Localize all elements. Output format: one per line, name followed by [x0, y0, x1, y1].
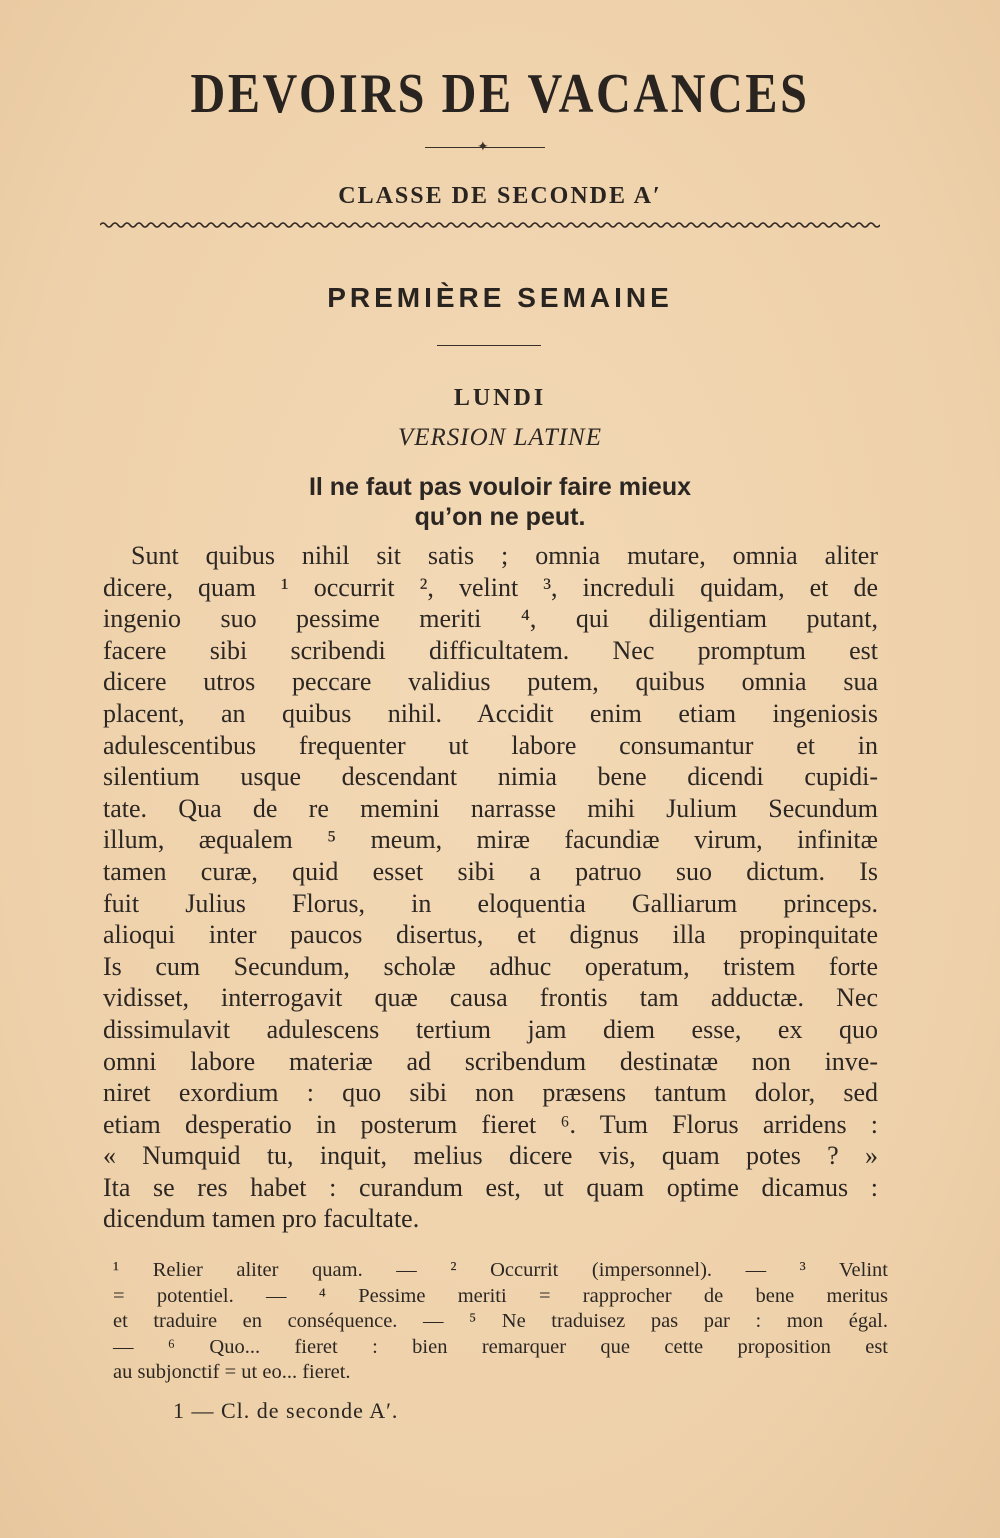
exercise-heading: VERSION LATINE: [397, 424, 603, 451]
footnote-line: et traduire en conséquence. — ⁵ Ne traduisez pas par : mon égal.: [113, 1310, 888, 1332]
passage-line: adulescentibus frequenter ut labore consumantur et in: [103, 730, 878, 760]
wavy-divider: [100, 220, 880, 230]
passage-line: « Numquid tu, inquit, melius dicere vis, quam potes ? »: [103, 1141, 878, 1171]
passage-line: Sunt quibus nihil sit satis ; omnia mutare, omnia aliter: [131, 541, 878, 570]
passage-line: dicendum tamen pro facultate.: [103, 1204, 420, 1234]
passage-line: Ita se res habet : curandum est, ut quam optime dicamus :: [103, 1172, 878, 1202]
passage-line: ingenio suo pessime meriti ⁴, qui diligentiam putant,: [103, 604, 878, 634]
passage-line: tamen curæ, quid esset sibi a patruo suo dictum. Is: [103, 856, 878, 886]
footnote-line: — ⁶ Quo... fieret : bien remarquer que cette proposition est: [113, 1335, 888, 1358]
footnote-line: = potentiel. — ⁴ Pessime meriti = rapprocher de bene meritus: [113, 1284, 888, 1307]
latin-passage: [103, 540, 878, 1235]
passage-line: etiam desperatio in posterum fieret ⁶. Tum Florus arridens :: [103, 1109, 878, 1139]
footnote-line: au subjonctif = ut eo... fieret.: [113, 1361, 351, 1383]
passage-line: alioqui inter paucos disertus, et dignus illa propinquitate: [103, 920, 878, 950]
passage-line: omni labore materiæ ad scribendum destinatæ non inve-: [103, 1046, 878, 1076]
document-subtitle: CLASSE DE SECONDE A′: [338, 183, 662, 209]
passage-line: vidisset, interrogavit quæ causa frontis tam adductæ. Nec: [103, 983, 878, 1013]
day-heading: LUNDI: [453, 385, 547, 411]
footnote-line: ¹ Relier aliter quam. — ² Occurrit (impersonnel). — ³ Velint: [113, 1259, 888, 1281]
passage-line: silentium usque descendant nimia bene dicendi cupidi-: [103, 762, 878, 792]
passage-line: dissimulavit adulescens tertium jam diem esse, ex quo: [103, 1014, 878, 1044]
passage-line: dicere, quam ¹ occurrit ², velint ³, increduli quidam, et de: [103, 572, 878, 602]
passage-line: illum, æqualem ⁵ meum, miræ facundiæ virum, infinitæ: [103, 825, 878, 855]
passage-line: facere sibi scribendi difficultatem. Nec promptum est: [103, 635, 878, 665]
passage-line: placent, an quibus nihil. Accidit enim etiam ingeniosis: [103, 698, 878, 728]
passage-title-line-1: Il ne faut pas vouloir faire mieux: [308, 473, 692, 501]
footnotes: [113, 1258, 888, 1386]
passage-line: Is cum Secundum, scholæ adhuc operatum, tristem forte: [103, 951, 878, 981]
passage-title-line-2: qu’on ne peut.: [414, 503, 586, 531]
passage-line: niret exordium : quo sibi non præsens tantum dolor, sed: [103, 1078, 878, 1108]
page-footer: 1 — Cl. de seconde A′.: [173, 1398, 399, 1423]
passage-line: dicere utros peccare validius putem, quibus omnia sua: [103, 667, 878, 697]
passage-title: [0, 472, 1000, 532]
ornament-star-icon: ✦: [477, 140, 489, 155]
week-heading: PREMIÈRE SEMAINE: [327, 282, 673, 313]
passage-line: tate. Qua de re memini narrasse mihi Julium Secundum: [103, 793, 878, 823]
passage-line: fuit Julius Florus, in eloquentia Galliarum princeps.: [103, 888, 878, 918]
week-rule: [437, 345, 541, 346]
document-title: DEVOIRS DE VACANCES: [190, 63, 810, 125]
